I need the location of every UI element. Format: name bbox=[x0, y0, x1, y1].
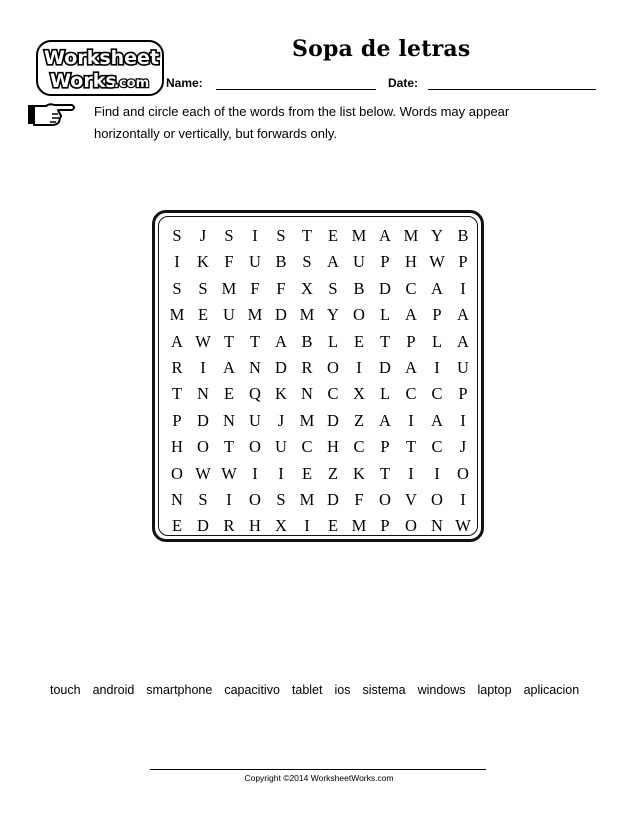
grid-cell[interactable]: I bbox=[434, 357, 440, 377]
grid-cell[interactable]: P bbox=[432, 305, 442, 325]
grid-cell[interactable]: I bbox=[252, 463, 258, 483]
grid-cell[interactable]: X bbox=[353, 384, 365, 404]
grid-cell[interactable]: S bbox=[276, 226, 286, 245]
grid-cell[interactable]: Y bbox=[327, 305, 339, 325]
grid-cell[interactable]: D bbox=[197, 410, 209, 430]
grid-cell[interactable]: P bbox=[458, 384, 468, 404]
grid-cell[interactable]: T bbox=[223, 331, 235, 351]
grid-cell[interactable]: P bbox=[406, 331, 416, 351]
grid-cell[interactable]: K bbox=[353, 463, 365, 483]
grid-cell[interactable]: N bbox=[171, 489, 183, 509]
grid-cell[interactable]: D bbox=[275, 305, 287, 325]
grid-cell[interactable]: U bbox=[275, 437, 287, 457]
grid-cell[interactable]: A bbox=[457, 331, 469, 351]
grid-cell[interactable]: U bbox=[457, 357, 469, 377]
grid-cell[interactable]: U bbox=[249, 252, 261, 272]
grid-cell[interactable]: D bbox=[327, 410, 339, 430]
grid-cell[interactable]: T bbox=[301, 226, 313, 245]
grid-cell[interactable]: I bbox=[460, 278, 466, 298]
grid-cell[interactable]: O bbox=[197, 437, 209, 457]
grid-cell[interactable]: H bbox=[405, 252, 417, 272]
grid-cell[interactable]: R bbox=[223, 516, 235, 536]
grid-cell[interactable]: T bbox=[249, 331, 261, 351]
grid-cell[interactable]: L bbox=[327, 331, 339, 351]
grid-cell[interactable]: D bbox=[197, 516, 209, 536]
page-title: Sopa de letras bbox=[292, 36, 471, 62]
grid-cell[interactable]: U bbox=[249, 410, 261, 430]
grid-cell[interactable]: O bbox=[405, 516, 417, 536]
grid-cell[interactable]: D bbox=[379, 278, 391, 298]
grid-cell[interactable]: L bbox=[431, 331, 443, 351]
grid-cell[interactable]: T bbox=[171, 384, 183, 404]
grid-cell[interactable]: M bbox=[403, 226, 419, 245]
grid-cell[interactable]: O bbox=[327, 357, 339, 377]
grid-cell[interactable]: F bbox=[250, 278, 260, 298]
grid-cell[interactable]: F bbox=[224, 252, 234, 272]
grid-cell[interactable]: Z bbox=[353, 410, 365, 430]
pointing-hand-icon bbox=[26, 100, 78, 128]
grid-cell[interactable]: U bbox=[223, 305, 235, 325]
grid-cell[interactable]: W bbox=[455, 516, 471, 536]
grid-cell[interactable]: N bbox=[301, 384, 313, 404]
grid-cell[interactable]: E bbox=[327, 226, 339, 245]
grid-cell[interactable]: I bbox=[408, 410, 414, 430]
word-list-item: ios bbox=[334, 683, 351, 697]
date-field-line[interactable] bbox=[428, 89, 596, 90]
grid-cell[interactable]: K bbox=[275, 384, 287, 404]
grid-cell[interactable]: O bbox=[249, 489, 261, 509]
grid-cell[interactable]: C bbox=[301, 437, 313, 457]
grid-cell[interactable]: A bbox=[431, 410, 443, 430]
grid-cell[interactable]: C bbox=[431, 437, 443, 457]
grid-cell[interactable]: S bbox=[328, 278, 338, 298]
grid-cell[interactable]: D bbox=[327, 489, 339, 509]
grid-cell[interactable]: M bbox=[351, 226, 367, 245]
grid-cell[interactable]: F bbox=[276, 278, 286, 298]
grid-cell[interactable]: V bbox=[405, 489, 417, 509]
grid-cell[interactable]: J bbox=[459, 437, 467, 457]
grid-cell[interactable]: W bbox=[221, 463, 237, 483]
grid-cell[interactable]: A bbox=[379, 410, 391, 430]
word-list-item: tablet bbox=[291, 683, 323, 697]
word-list-item: touch bbox=[50, 683, 81, 697]
grid-cell[interactable]: L bbox=[379, 305, 391, 325]
word-list-item: laptop bbox=[477, 683, 512, 697]
grid-cell[interactable]: S bbox=[172, 278, 182, 298]
grid-cell[interactable]: D bbox=[379, 357, 391, 377]
grid-cell[interactable]: M bbox=[221, 278, 237, 298]
logo-suffix: .com bbox=[114, 76, 150, 91]
grid-cell[interactable]: P bbox=[380, 437, 390, 457]
grid-cell[interactable]: B bbox=[301, 331, 313, 351]
grid-cell[interactable]: B bbox=[353, 278, 365, 298]
word-list-item: smartphone bbox=[146, 683, 213, 697]
grid-cell[interactable]: C bbox=[405, 278, 417, 298]
grid-cell[interactable]: W bbox=[195, 463, 211, 483]
grid-cell[interactable]: N bbox=[249, 357, 261, 377]
grid-cell[interactable]: T bbox=[223, 437, 235, 457]
grid-cell[interactable]: P bbox=[380, 252, 390, 272]
grid-cell[interactable]: A bbox=[327, 252, 339, 272]
grid-cell[interactable]: Q bbox=[249, 384, 261, 404]
grid-cell[interactable]: A bbox=[171, 331, 183, 351]
grid-cell[interactable]: T bbox=[379, 331, 391, 351]
grid-cell[interactable]: M bbox=[169, 305, 185, 325]
grid-cell[interactable]: N bbox=[197, 384, 209, 404]
grid-cell[interactable]: S bbox=[276, 489, 286, 509]
grid-cell[interactable]: A bbox=[405, 357, 417, 377]
grid-cell[interactable]: C bbox=[327, 384, 339, 404]
grid-cell[interactable]: M bbox=[299, 489, 315, 509]
grid-cell[interactable]: E bbox=[301, 463, 313, 483]
grid-cell[interactable]: A bbox=[405, 305, 417, 325]
grid-cell[interactable]: O bbox=[379, 489, 391, 509]
grid-cell[interactable]: S bbox=[172, 226, 182, 245]
grid-cell[interactable]: J bbox=[199, 226, 207, 245]
grid-cell[interactable]: C bbox=[405, 384, 417, 404]
grid-cell[interactable]: S bbox=[302, 252, 312, 272]
date-label: Date: bbox=[388, 76, 419, 90]
grid-cell[interactable]: O bbox=[431, 489, 443, 509]
grid-cell[interactable]: Y bbox=[431, 226, 443, 245]
letter-grid bbox=[164, 223, 476, 540]
grid-cell[interactable]: B bbox=[457, 226, 469, 245]
grid-cell[interactable]: A bbox=[457, 305, 469, 325]
grid-cell[interactable]: E bbox=[197, 305, 209, 325]
grid-cell[interactable]: U bbox=[353, 252, 365, 272]
grid-cell[interactable]: J bbox=[277, 410, 285, 430]
word-list-item: android bbox=[92, 683, 135, 697]
grid-cell[interactable]: P bbox=[172, 410, 182, 430]
grid-cell[interactable]: O bbox=[457, 463, 469, 483]
grid-cell[interactable]: I bbox=[460, 410, 466, 430]
grid-cell[interactable]: A bbox=[223, 357, 235, 377]
grid-cell[interactable]: I bbox=[356, 357, 362, 377]
grid-cell[interactable]: I bbox=[408, 463, 414, 483]
footer-rule bbox=[150, 769, 486, 770]
grid-cell[interactable]: H bbox=[171, 437, 183, 457]
copyright: Copyright ©2014 WorksheetWorks.com bbox=[244, 773, 394, 783]
grid-cell[interactable]: C bbox=[353, 437, 365, 457]
grid-cell[interactable]: A bbox=[379, 226, 391, 245]
grid-cell[interactable]: H bbox=[249, 516, 261, 536]
grid-cell[interactable]: M bbox=[299, 305, 315, 325]
word-list bbox=[50, 683, 610, 697]
grid-cell[interactable]: A bbox=[431, 278, 443, 298]
grid-cell[interactable]: S bbox=[198, 278, 208, 298]
logo-line1: Worksheet bbox=[44, 47, 160, 69]
grid-cell[interactable]: W bbox=[429, 252, 445, 272]
word-list-item: capacitivo bbox=[224, 683, 280, 697]
grid-cell[interactable]: E bbox=[353, 331, 365, 351]
grid-cell[interactable]: S bbox=[224, 226, 234, 245]
grid-cell[interactable]: C bbox=[431, 384, 443, 404]
grid-cell[interactable]: D bbox=[275, 357, 287, 377]
grid-cell[interactable]: S bbox=[198, 489, 208, 509]
grid-cell[interactable]: I bbox=[460, 489, 466, 509]
grid-cell[interactable]: I bbox=[226, 489, 232, 509]
grid-cell[interactable]: O bbox=[171, 463, 183, 483]
grid-cell[interactable]: E bbox=[327, 516, 339, 536]
grid-cell[interactable]: L bbox=[379, 384, 391, 404]
grid-cell[interactable]: A bbox=[275, 331, 287, 351]
grid-cell[interactable]: N bbox=[223, 410, 235, 430]
grid-cell[interactable]: P bbox=[380, 516, 390, 536]
grid-cell[interactable]: K bbox=[197, 252, 209, 272]
grid-cell[interactable]: M bbox=[247, 305, 263, 325]
grid-cell[interactable]: I bbox=[434, 463, 440, 483]
grid-cell[interactable]: B bbox=[275, 252, 287, 272]
grid-cell[interactable]: M bbox=[299, 410, 315, 430]
word-list-item: windows bbox=[417, 683, 466, 697]
grid-cell[interactable]: W bbox=[195, 331, 211, 351]
grid-cell[interactable]: H bbox=[327, 437, 339, 457]
name-label: Name: bbox=[166, 76, 203, 90]
grid-cell[interactable]: F bbox=[354, 489, 364, 509]
word-list-item: sistema bbox=[362, 683, 406, 697]
grid-cell[interactable]: I bbox=[278, 463, 284, 483]
grid-cell[interactable]: N bbox=[431, 516, 443, 536]
grid-cell[interactable]: I bbox=[252, 226, 258, 245]
logo-line2: Works bbox=[50, 70, 117, 92]
grid-cell[interactable]: R bbox=[301, 357, 313, 377]
grid-cell[interactable]: R bbox=[171, 357, 183, 377]
grid-cell[interactable]: X bbox=[275, 516, 287, 536]
grid-cell[interactable]: P bbox=[458, 252, 468, 272]
grid-cell[interactable]: X bbox=[301, 278, 313, 298]
grid-cell[interactable]: O bbox=[353, 305, 365, 325]
grid-cell[interactable]: I bbox=[174, 252, 180, 272]
grid-cell[interactable]: O bbox=[249, 437, 261, 457]
word-list-item: aplicacion bbox=[523, 683, 580, 697]
grid-cell[interactable]: T bbox=[379, 463, 391, 483]
grid-cell[interactable]: M bbox=[351, 516, 367, 536]
grid-cell[interactable]: E bbox=[223, 384, 235, 404]
grid-cell[interactable]: I bbox=[304, 516, 310, 536]
name-field-line[interactable] bbox=[216, 89, 376, 90]
instructions: Find and circle each of the words from the list below. Words may appear horizontally or vertically, but forwards only. bbox=[94, 104, 510, 141]
grid-cell[interactable]: Z bbox=[327, 463, 339, 483]
grid-cell[interactable]: T bbox=[405, 437, 417, 457]
grid-cell[interactable]: E bbox=[171, 516, 183, 536]
grid-cell[interactable]: I bbox=[200, 357, 206, 377]
worksheetworks-logo bbox=[36, 40, 164, 96]
